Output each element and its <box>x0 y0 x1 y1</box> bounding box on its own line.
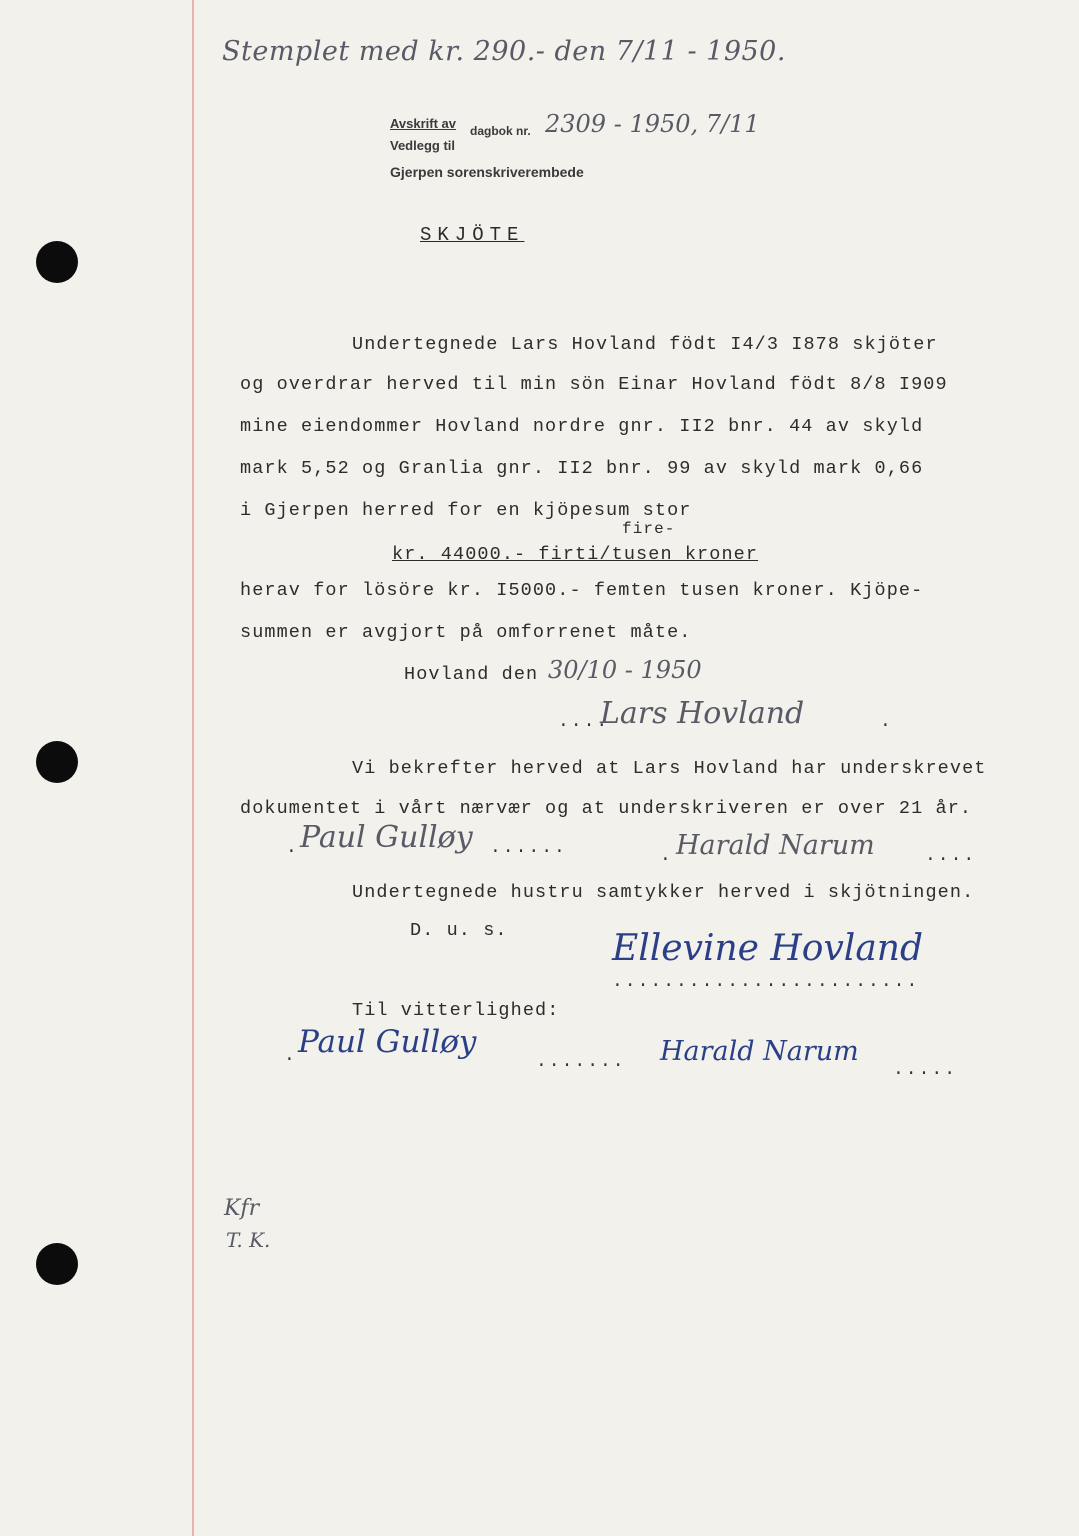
body-line: Undertegnede Lars Hovland födt I4/3 I878 skjöter <box>352 334 938 355</box>
stamp-line-1-prefix: Avskrift av <box>390 116 456 131</box>
wife-consent: Undertegnede hustru samtykker herved i skjötningen. <box>352 882 975 903</box>
witness-line: . <box>284 1046 297 1066</box>
witness-line: .... <box>925 846 977 866</box>
witness-3-signature: Paul Gulløy <box>298 1024 477 1060</box>
place-date-prefix: Hovland den <box>404 664 539 685</box>
signature-line: ........................ <box>612 972 920 992</box>
body-line: i Gjerpen herred for en kjöpesum stor <box>240 500 692 521</box>
confirm-line: dokumentet i vårt nærvær og at underskriveren er over 21 år. <box>240 798 973 819</box>
margin-line <box>192 0 194 1536</box>
stamp-line-1-mid: dagbok nr. <box>470 124 531 138</box>
witness-line: ....... <box>536 1052 626 1072</box>
stamp-diary-number: 2309 - 1950, 7/11 <box>545 110 760 138</box>
place-date-handwritten: 30/10 - 1950 <box>548 656 702 684</box>
body-line: og overdrar herved til min sön Einar Hovland födt 8/8 I909 <box>240 374 948 395</box>
body-line: herav for lösöre kr. I5000.- femten tusen kroner. Kjöpe- <box>240 580 924 601</box>
initials-note-1: Kfr <box>224 1196 260 1221</box>
witness-4-signature: Harald Narum <box>660 1036 859 1067</box>
body-line: mine eiendommer Hovland nordre gnr. II2 bnr. 44 av skyld <box>240 416 924 437</box>
witness-line: ..... <box>893 1060 958 1080</box>
dus-note: D. u. s. <box>410 920 508 941</box>
punch-hole <box>36 241 78 283</box>
punch-hole <box>36 741 78 783</box>
til-vitterlighed: Til vitterlighed: <box>352 1000 560 1021</box>
stamp-line-2: Vedlegg til <box>390 138 456 153</box>
confirm-line: Vi bekrefter herved at Lars Hovland har underskrevet <box>352 758 987 779</box>
signature-seller: Lars Hovland <box>600 696 805 731</box>
witness-2-signature: Harald Narum <box>676 830 875 861</box>
witness-line: . <box>660 846 673 866</box>
stamp-fee-note: Stemplet med kr. 290.- den 7/11 - 1950. <box>222 36 786 67</box>
signature-line: . <box>880 712 893 732</box>
body-line: mark 5,52 og Granlia gnr. II2 bnr. 99 av skyld mark 0,66 <box>240 458 924 479</box>
witness-line: . <box>286 838 299 858</box>
witness-line: ...... <box>490 838 567 858</box>
witness-1-signature: Paul Gulløy <box>300 820 473 855</box>
amount-insertion: fire- <box>622 520 676 538</box>
amount-line: kr. 44000.- firti/tusen kroner <box>392 544 759 565</box>
signature-wife: Ellevine Hovland <box>612 928 924 969</box>
initials-note-2: T. K. <box>226 1228 271 1252</box>
stamp-line-3: Gjerpen sorenskriverembede <box>390 164 584 180</box>
signature-line: .... <box>558 712 610 732</box>
document-title: SKJÖTE <box>420 224 525 246</box>
body-line: summen er avgjort på omforrenet måte. <box>240 622 692 643</box>
punch-hole <box>36 1243 78 1285</box>
